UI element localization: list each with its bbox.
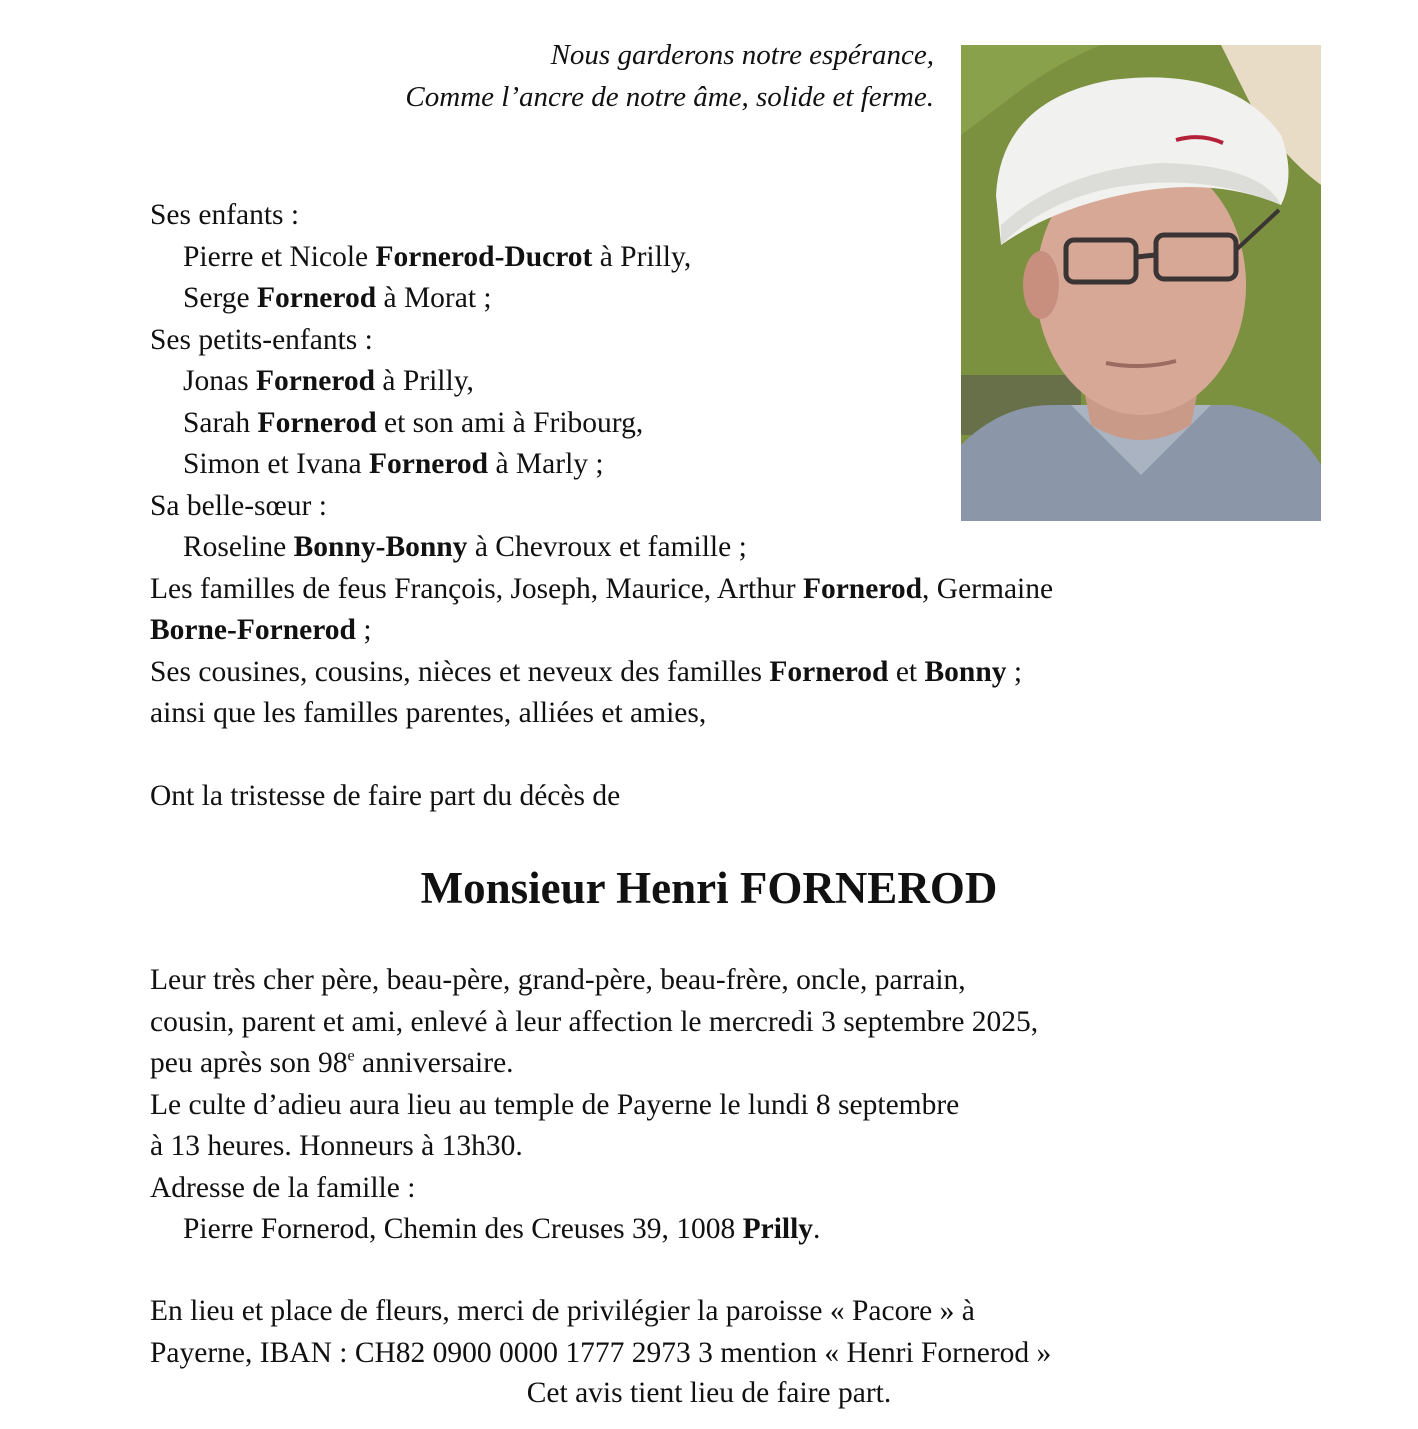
late-families-text: , Germaine	[922, 572, 1054, 605]
details-line: cousin, parent et ami, enlevé à leur affection le mercredi 3 septembre 2025,	[150, 1005, 1039, 1038]
late-families-text: Les familles de feus François, Joseph, Maurice, Arthur	[150, 572, 803, 605]
address-city: Prilly	[742, 1213, 814, 1245]
cousins-text: Ses cousines, cousins, nièces et neveux des familles	[150, 655, 770, 688]
cousins-text: ;	[1006, 655, 1023, 688]
announcement	[150, 776, 1280, 818]
verse-line-2: Comme l’ancre de notre âme, solide et ferme.	[405, 81, 934, 113]
sister-in-law-surname: Bonny-Bonny	[293, 531, 468, 563]
late-families-text: ;	[355, 614, 372, 646]
late-families-line	[150, 569, 1280, 611]
sister-in-law-entry	[150, 527, 1280, 569]
details-text: anniversaire.	[354, 1047, 514, 1079]
allied-families-line: ainsi que les familles parentes, alliées et amies,	[150, 697, 707, 729]
grandchild-entry-surname: Fornerod	[257, 406, 377, 439]
details-line	[150, 1043, 1280, 1085]
address-text: .	[813, 1213, 821, 1245]
grandchild-entry-place: à Marly ;	[488, 448, 604, 480]
child-entry	[150, 278, 1280, 320]
grandchild-entry-surname: Fornerod	[368, 448, 489, 480]
verse-line-1: Nous garderons notre espérance,	[550, 39, 934, 71]
children-heading: Ses enfants :	[150, 199, 300, 231]
child-entry-surname: Fornerod	[257, 282, 377, 314]
details-line: Leur très cher père, beau-père, grand-père, beau-frère, oncle, parrain,	[150, 964, 966, 996]
donation-line: Payerne, IBAN : CH82 0900 0000 1777 2973 3 mention « Henri Fornerod »	[150, 1336, 1052, 1369]
sister-in-law-place: à Chevroux et famille ;	[467, 531, 747, 563]
ordinal-suffix: e	[347, 1046, 355, 1065]
grandchildren-heading: Ses petits-enfants :	[150, 323, 373, 356]
family-list	[150, 195, 1280, 735]
ceremony-line: Le culte d’adieu aura lieu au temple de Payerne le lundi 8 septembre	[150, 1088, 960, 1121]
family-address	[150, 1209, 1280, 1251]
grandchild-entry	[150, 403, 1280, 445]
cousins-text: et	[888, 655, 925, 688]
sister-in-law-text: Roseline	[183, 531, 294, 563]
grandchild-entry-surname: Fornerod	[255, 365, 376, 397]
epigraph-verse	[234, 34, 934, 118]
child-entry-surname: Fornerod-Ducrot	[375, 240, 593, 273]
cousins-surname: Fornerod	[769, 655, 889, 688]
details-text: peu après son 98	[150, 1047, 348, 1079]
announcement-text: Ont la tristesse de faire part du décès de	[150, 780, 621, 812]
grandchild-entry-place: à Prilly,	[375, 365, 474, 397]
late-families-surname: Borne-Fornerod	[150, 614, 356, 646]
sister-in-law-heading: Sa belle-sœur :	[150, 489, 327, 522]
child-entry-place: à Morat ;	[376, 282, 492, 314]
grandchild-entry-text: Jonas	[183, 365, 256, 397]
deceased-name: Monsieur Henri FORNEROD	[420, 863, 998, 913]
late-families-line-2	[150, 610, 1280, 652]
grandchild-entry-text: Simon et Ivana	[183, 448, 369, 480]
child-entry	[150, 237, 1280, 279]
address-heading: Adresse de la famille :	[150, 1171, 416, 1204]
child-entry-text: Serge	[183, 282, 258, 314]
child-entry-text: Pierre et Nicole	[183, 240, 376, 273]
address-text: Pierre Fornerod, Chemin des Creuses 39, 1008	[183, 1213, 743, 1245]
grandchild-entry-place: et son ami à Fribourg,	[376, 406, 644, 439]
grandchild-entry	[150, 444, 1280, 486]
grandchild-entry	[150, 361, 1280, 403]
cousins-line	[150, 652, 1280, 694]
details	[150, 960, 1280, 1251]
donation-line: En lieu et place de fleurs, merci de privilégier la paroisse « Pacore » à	[150, 1295, 975, 1327]
closing-note: Cet avis tient lieu de faire part.	[526, 1377, 892, 1409]
ceremony-line: à 13 heures. Honneurs à 13h30.	[150, 1130, 523, 1162]
cousins-surname: Bonny	[924, 655, 1007, 688]
donation-notice	[150, 1291, 1280, 1374]
grandchild-entry-text: Sarah	[183, 406, 258, 439]
late-families-surname: Fornerod	[802, 572, 923, 605]
child-entry-place: à Prilly,	[592, 240, 692, 273]
